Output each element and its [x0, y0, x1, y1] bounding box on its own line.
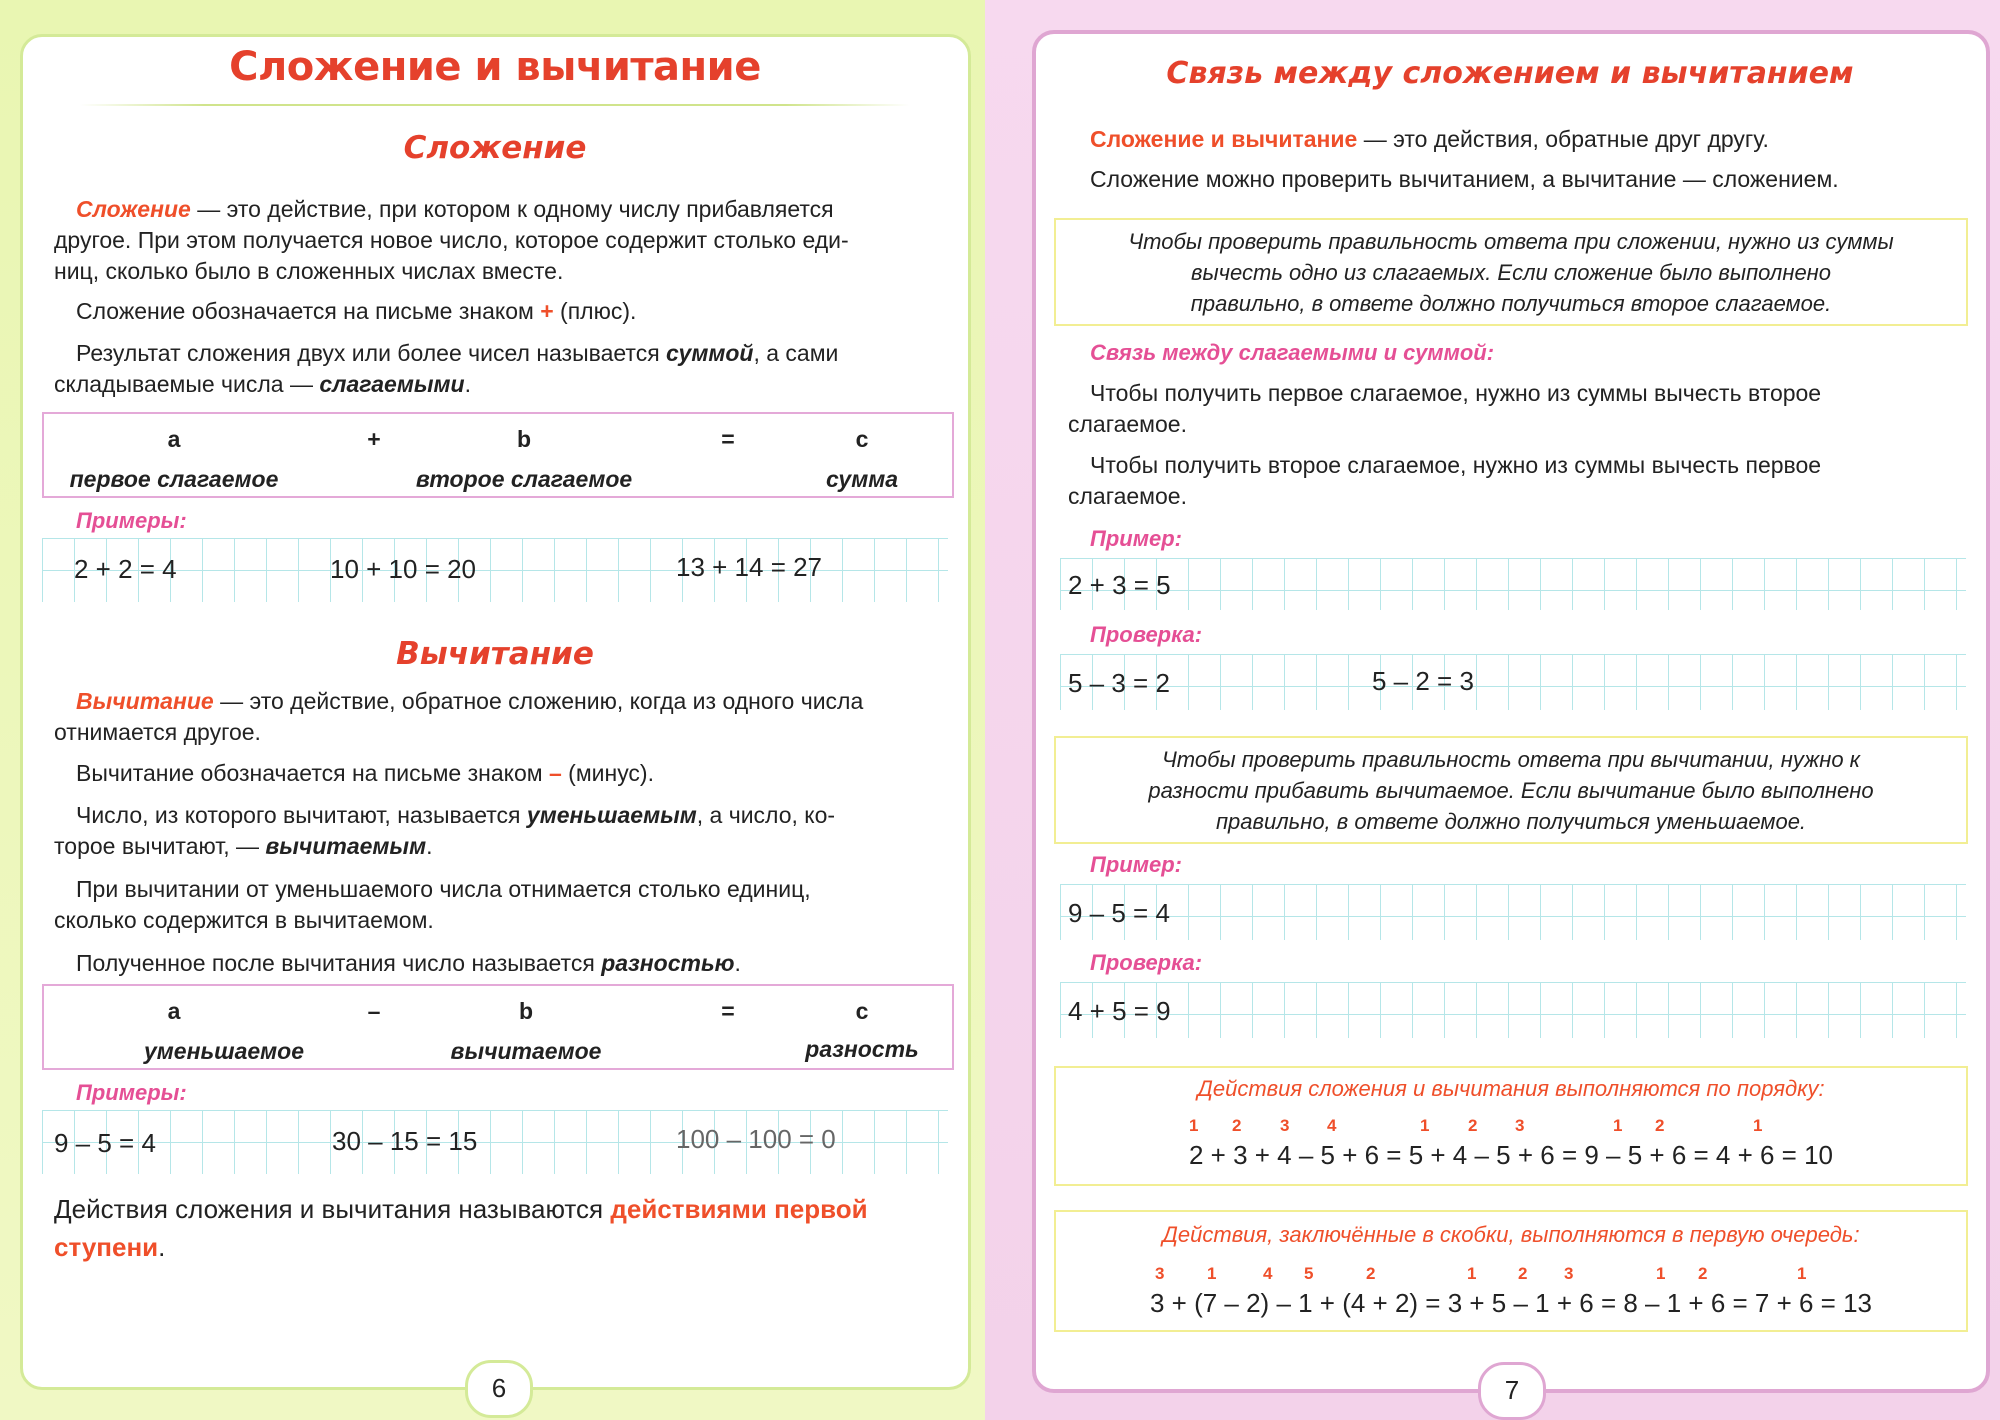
minuend-term: уменьшаемым	[526, 802, 697, 828]
addition-def-line2: другое. При этом получается новое число, которое содержит столько еди-	[54, 227, 849, 253]
formula-c: c	[855, 426, 869, 452]
label-sum: сумма	[825, 466, 899, 492]
order-expression-1: 2 + 3 + 4 – 5 + 6 = 5 + 4 – 5 + 6 = 9 – 5 + 6 = 4 + 6 = 10	[1188, 1140, 1834, 1170]
check-1b: 5 – 2 = 3	[1372, 666, 1474, 696]
subtraction-definition	[54, 686, 936, 748]
subtraction-term: Вычитание	[76, 688, 214, 714]
addition-sign-text: Сложение обозначается на письме знаком	[76, 298, 541, 324]
addition-check-box	[1054, 218, 1968, 326]
first-stage-text-a: Действия сложения и вычитания называются	[54, 1194, 611, 1224]
intro-check: Сложение можно проверить вычитанием, а вычитание — сложением.	[1090, 166, 1839, 192]
example-2: 9 – 5 = 4	[1068, 898, 1170, 928]
order-num: 1	[1420, 1116, 1430, 1135]
addition-sign	[76, 296, 936, 327]
order-num: 2	[1468, 1116, 1478, 1135]
formula-c: c	[855, 998, 869, 1024]
formula-b: b	[516, 426, 532, 452]
order-num: 2	[1232, 1116, 1242, 1135]
relation-1-line2: слагаемое.	[1068, 411, 1187, 437]
relation-second-addend	[1068, 450, 1948, 512]
first-stage-term-2: ступени	[54, 1232, 159, 1262]
sum-term: суммой	[666, 340, 754, 366]
order-expression-2: 3 + (7 – 2) – 1 + (4 + 2) = 3 + 5 – 1 + 6 = 8 – 1 + 6 = 7 + 6 = 13	[1149, 1288, 1873, 1318]
order-num: 4	[1327, 1116, 1337, 1135]
check-label-1: Проверка:	[1090, 622, 1203, 647]
order-num: 2	[1655, 1116, 1665, 1135]
addition-heading: Сложение	[403, 130, 587, 166]
subtraction-check-box	[1054, 736, 1968, 844]
order-num: 1	[1753, 1116, 1763, 1135]
page-number-left: 6	[465, 1360, 533, 1418]
order-num: 2	[1698, 1264, 1708, 1283]
page-title: Сложение и вычитание	[229, 44, 761, 90]
subtraction-example-3: 100 – 100 = 0	[676, 1124, 836, 1154]
intro-inverse	[1090, 124, 1960, 155]
check-1a: 5 – 3 = 2	[1068, 668, 1170, 698]
check-grid-1	[1060, 654, 1966, 710]
formula-equals: =	[721, 426, 735, 452]
plus-sign: +	[540, 298, 554, 324]
formula-b: b	[518, 998, 534, 1024]
addition-examples-label: Примеры:	[76, 508, 187, 533]
order-num: 1	[1797, 1264, 1807, 1283]
order-num: 1	[1189, 1116, 1199, 1135]
difference-term: разностью	[601, 950, 735, 976]
subtraction-sign-name: (минус).	[561, 760, 654, 786]
formula-a: a	[167, 426, 181, 452]
formula-plus: +	[367, 426, 381, 452]
relation-1-line1: Чтобы получить первое слагаемое, нужно из суммы вычесть второе	[1090, 380, 1822, 406]
addition-result	[54, 338, 936, 400]
order-num: 1	[1613, 1116, 1623, 1135]
relation-2-line1: Чтобы получить второе слагаемое, нужно из суммы вычесть первое	[1090, 452, 1822, 478]
example-label-2: Пример:	[1090, 852, 1182, 877]
order-num: 4	[1263, 1264, 1273, 1283]
example-grid-1	[1060, 558, 1966, 610]
order-num: 1	[1467, 1264, 1477, 1283]
order-num: 5	[1304, 1264, 1314, 1283]
subtraction-def-line1: — это действие, обратное сложению, когда из одного числа	[213, 688, 864, 714]
minuend-text-c: торое вычитают, —	[54, 833, 266, 859]
minuend-text-d: .	[426, 833, 433, 859]
minuend-text-a: Число, из которого вычитают, называется	[76, 802, 527, 828]
difference-text-a: Полученное после вычитания число называется	[76, 950, 602, 976]
result-text-c: складываемые числа —	[54, 371, 320, 397]
example-label-1: Пример:	[1090, 526, 1182, 551]
minuend-definition	[54, 800, 936, 862]
difference-text-b: .	[734, 950, 741, 976]
subtraction-units	[54, 874, 936, 936]
addition-formula-box	[42, 412, 954, 498]
subtraction-example-1: 9 – 5 = 4	[54, 1128, 156, 1158]
addition-example-2: 10 + 10 = 20	[330, 554, 477, 584]
order-box-1-heading: Действия сложения и вычитания выполняются по порядку:	[1197, 1076, 1825, 1101]
right-page-title: Связь между сложением и вычитанием	[1166, 56, 1854, 91]
addition-sign-name: (плюс).	[553, 298, 637, 324]
result-text-d: .	[464, 371, 471, 397]
intro-text-a: — это действия, обратные друг другу.	[1357, 126, 1769, 152]
minuend-text-b: , а число, ко-	[696, 802, 836, 828]
subtraction-example-2: 30 – 15 = 15	[332, 1126, 478, 1156]
box2-line2: разности прибавить вычитаемое. Если вычитание было выполнено	[1148, 778, 1874, 803]
relation-first-addend	[1068, 378, 1948, 440]
first-stage-text-b: .	[158, 1232, 166, 1262]
order-num: 1	[1656, 1264, 1666, 1283]
difference-definition	[76, 948, 936, 979]
subtraction-sign	[76, 758, 936, 789]
subtrahend-term: вычитаемым	[265, 833, 427, 859]
check-grid-2	[1060, 982, 1966, 1038]
relation-heading: Связь между слагаемыми и суммой:	[1090, 340, 1495, 365]
example-1: 2 + 3 = 5	[1068, 570, 1171, 600]
label-second-addend: второе слагаемое	[415, 466, 633, 492]
order-box-1	[1054, 1066, 1968, 1186]
minus-sign: –	[548, 760, 562, 786]
page-number-right: 7	[1478, 1362, 1546, 1420]
order-num: 3	[1155, 1264, 1165, 1283]
result-text-b: , а сами	[753, 340, 839, 366]
formula-a: a	[167, 998, 181, 1024]
addition-term: Сложение	[76, 196, 191, 222]
box1-line1: Чтобы проверить правильность ответа при сложении, нужно из суммы	[1128, 229, 1894, 254]
subtraction-def-line2: отнимается другое.	[54, 719, 261, 745]
addition-def-line3: ниц, сколько было в сложенных числах вместе.	[54, 258, 564, 284]
subtraction-sign-text: Вычитание обозначается на письме знаком	[76, 760, 549, 786]
order-num: 3	[1280, 1116, 1290, 1135]
order-num: 2	[1518, 1264, 1528, 1283]
intro-term: Сложение и вычитание	[1090, 126, 1358, 152]
first-stage-term: действиями первой	[610, 1194, 868, 1224]
label-subtrahend: вычитаемое	[450, 1038, 602, 1064]
formula-equals: =	[721, 998, 735, 1024]
order-box-2	[1054, 1210, 1968, 1332]
formula-minus: –	[367, 998, 381, 1024]
box2-line1: Чтобы проверить правильность ответа при вычитании, нужно к	[1161, 747, 1861, 772]
subtraction-examples-label: Примеры:	[76, 1080, 187, 1105]
subtraction-formula-box	[42, 984, 954, 1070]
check-2: 4 + 5 = 9	[1068, 996, 1171, 1026]
addends-term: слагаемыми	[319, 371, 465, 397]
label-difference: разность	[805, 1036, 919, 1062]
addition-example-3: 13 + 14 = 27	[676, 552, 823, 582]
box2-line3: правильно, в ответе должно получиться уменьшаемое.	[1215, 809, 1807, 834]
relation-2-line2: слагаемое.	[1068, 483, 1187, 509]
order-num: 3	[1515, 1116, 1525, 1135]
addition-example-1: 2 + 2 = 4	[74, 554, 177, 584]
box1-line3: правильно, в ответе должно получиться второе слагаемое.	[1190, 291, 1832, 316]
label-first-addend: первое слагаемое	[69, 466, 279, 492]
first-stage-note	[54, 1190, 944, 1266]
check-label-2: Проверка:	[1090, 950, 1203, 975]
example-grid-2	[1060, 884, 1966, 940]
title-divider	[80, 104, 910, 106]
subtraction-heading: Вычитание	[396, 636, 594, 672]
addition-def-line1: — это действие, при котором к одному числу прибавляется	[190, 196, 834, 222]
order-num: 2	[1366, 1264, 1376, 1283]
units-line2: сколько содержится в вычитаемом.	[54, 907, 434, 933]
box1-line2: вычесть одно из слагаемых. Если сложение было выполнено	[1190, 260, 1832, 285]
label-minuend: уменьшаемое	[143, 1038, 305, 1064]
result-text-a: Результат сложения двух или более чисел называется	[76, 340, 667, 366]
order-num: 3	[1564, 1264, 1574, 1283]
units-line1: При вычитании от уменьшаемого числа отнимается столько единиц,	[76, 876, 811, 902]
order-num: 1	[1207, 1264, 1217, 1283]
order-box-2-heading: Действия, заключённые в скобки, выполняются в первую очередь:	[1162, 1222, 1860, 1247]
addition-definition	[54, 194, 936, 287]
